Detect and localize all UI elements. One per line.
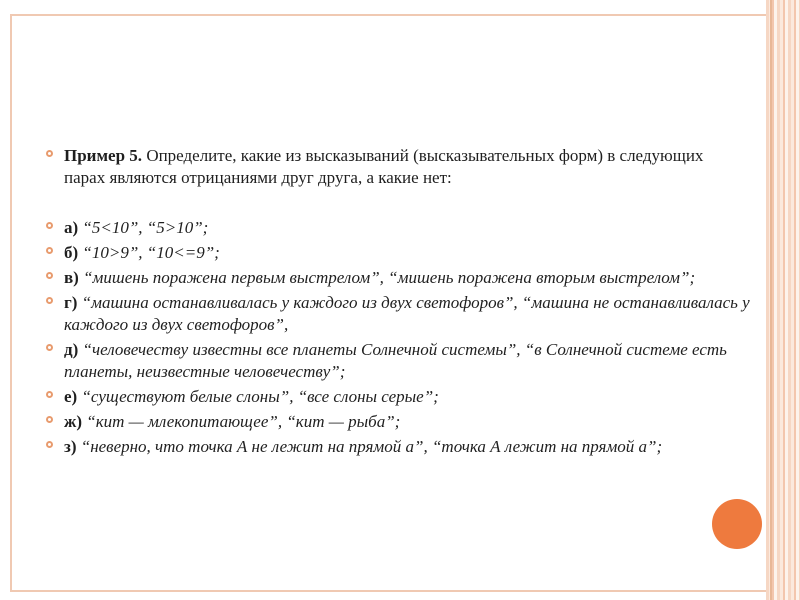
- bullet-icon: [46, 441, 53, 448]
- item-text: “неверно, что точка А не лежит на прямой а”, “точка А лежит на прямой а”;: [76, 437, 663, 456]
- list-item: [46, 411, 754, 433]
- list-item: [46, 339, 754, 383]
- bullet-icon: [46, 416, 53, 423]
- bullet-icon: [46, 297, 53, 304]
- decorative-circle: [712, 499, 762, 549]
- slide-content: [46, 145, 766, 461]
- intro-paragraph: [46, 145, 724, 189]
- item-letter: д): [64, 340, 79, 359]
- item-letter: б): [64, 243, 79, 262]
- item-text: “машина останавливалась у каждого из двух светофоров”, “машина не останавливалась у каждого из двух светофоров”,: [64, 293, 750, 334]
- decorative-stripe-line: [770, 0, 772, 600]
- item-text: “существуют белые слоны”, “все слоны серые”;: [77, 387, 439, 406]
- bullet-icon: [46, 344, 53, 351]
- bullet-icon: [46, 272, 53, 279]
- item-letter: г): [64, 293, 78, 312]
- list-item: [46, 267, 754, 289]
- item-letter: з): [64, 437, 77, 456]
- list-item: [46, 386, 754, 408]
- item-letter: а): [64, 218, 79, 237]
- item-text: “человечеству известны все планеты Солнечной системы”, “в Солнечной системе есть планеты, неизвестные человечеству”;: [64, 340, 727, 381]
- bullet-icon: [46, 247, 53, 254]
- item-letter: ж): [64, 412, 82, 431]
- list-item: [46, 217, 754, 239]
- list-item: [46, 292, 754, 336]
- item-text: “кит — млекопитающее”, “кит — рыба”;: [82, 412, 401, 431]
- bullet-icon: [46, 391, 53, 398]
- item-text: “5<10”, “5>10”;: [78, 218, 209, 237]
- item-text: “мишень поражена первым выстрелом”, “мишень поражена вторым выстрелом”;: [78, 268, 696, 287]
- bullet-icon: [46, 150, 53, 157]
- item-letter: в): [64, 268, 79, 287]
- intro-text: Определите, какие из высказываний (высказывательных форм) в следующих парах являются отрицаниями друг друга, а какие нет:: [64, 146, 704, 187]
- bullet-icon: [46, 222, 53, 229]
- item-text: “10>9”, “10<=9”;: [78, 243, 220, 262]
- list-item: [46, 242, 754, 264]
- item-letter: е): [64, 387, 78, 406]
- list-item: [46, 436, 754, 458]
- example-label: Пример 5.: [64, 146, 143, 165]
